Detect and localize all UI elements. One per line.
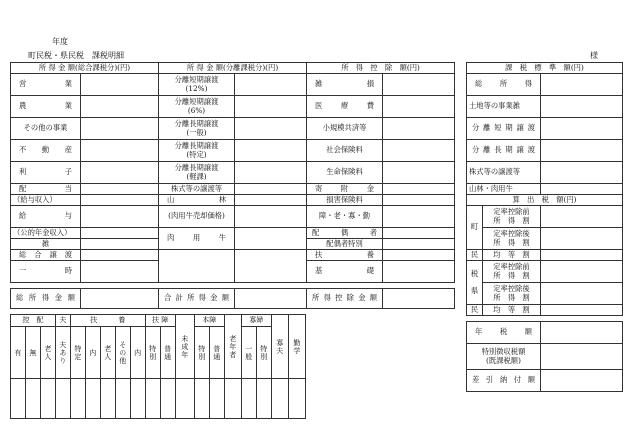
taxable-table — [466, 62, 623, 392]
fam-cell[interactable] — [256, 379, 271, 419]
deduction-label: 損害保険料 — [307, 195, 383, 206]
fam-header: 控 配 — [11, 315, 56, 327]
calc-label: 均 等 割 — [483, 250, 541, 261]
fam-header: 老年者 — [224, 315, 241, 379]
taxable-value[interactable] — [541, 96, 623, 118]
fam-cell[interactable] — [85, 379, 100, 419]
deduction-header: 所 得 控 除 額(円) — [307, 63, 455, 74]
income-label: 雑 — [11, 239, 81, 250]
deduction-label: 基 礎 — [307, 261, 383, 283]
fam-cell[interactable] — [160, 379, 175, 419]
fam-col: 特別 — [194, 327, 209, 379]
deduction-value[interactable] — [383, 118, 455, 140]
fam-col: 有 — [11, 327, 26, 379]
calc-value[interactable] — [541, 305, 623, 316]
form-subtitle: 町民税・県民税 課税明細 — [28, 51, 124, 60]
deduction-value[interactable] — [383, 96, 455, 118]
fam-cell[interactable] — [175, 379, 194, 419]
income-value[interactable] — [81, 96, 159, 118]
income-value[interactable] — [81, 184, 159, 195]
separate-value[interactable] — [235, 228, 307, 250]
taxable-label: 分離短期譲渡 — [467, 118, 541, 140]
deduction-label: 障・老・寡・勤 — [307, 206, 383, 228]
separate-value[interactable] — [235, 140, 307, 162]
income-value[interactable] — [81, 228, 159, 239]
income-label: 給 与 — [11, 206, 81, 228]
income-value[interactable] — [81, 206, 159, 228]
income-label: 総合譲渡 — [11, 250, 81, 261]
fam-col: 特別 — [145, 327, 160, 379]
separate-value[interactable] — [235, 96, 307, 118]
separate-label: 分離長期譲渡 (一般) — [159, 118, 235, 140]
fam-col: 老人 — [100, 327, 115, 379]
deduction-value[interactable] — [383, 206, 455, 228]
fam-header: 寡夫 — [271, 315, 288, 379]
separate-label: 分離短期譲渡 (6%) — [159, 96, 235, 118]
fam-header: 寡婦 — [241, 315, 271, 327]
honorific-label: 様 — [590, 51, 598, 60]
separate-value[interactable] — [235, 118, 307, 140]
fam-cell[interactable] — [224, 379, 241, 419]
fam-col: 一般 — [241, 327, 256, 379]
income-label: 配 当 — [11, 184, 81, 195]
taxable-value[interactable] — [541, 140, 623, 162]
income-value[interactable] — [81, 261, 159, 283]
fam-cell[interactable] — [145, 379, 160, 419]
fam-cell[interactable] — [209, 379, 224, 419]
prefecture-label: 税 県 — [467, 261, 483, 305]
annual-tax-label: 年 税 額 — [467, 322, 541, 344]
fiscal-year-label: 年度 — [52, 37, 68, 46]
fam-cell[interactable] — [40, 379, 55, 419]
deduction-value[interactable] — [383, 74, 455, 96]
taxable-label: 分離長期譲渡 — [467, 140, 541, 162]
fam-col: 内 — [130, 327, 145, 379]
separate-blank — [159, 250, 235, 283]
separate-label: 分離短期譲渡 (12%) — [159, 74, 235, 96]
income-value[interactable] — [81, 239, 159, 250]
calc-header: 算 出 税 額(円) — [467, 195, 623, 206]
fam-col: 内 — [85, 327, 100, 379]
fam-header: 未成年 — [175, 315, 194, 379]
calc-value[interactable] — [541, 283, 623, 305]
calc-label: 定率控除前 所 得 割 — [483, 261, 541, 283]
fam-cell[interactable] — [241, 379, 256, 419]
deduction-total-boxes[interactable] — [383, 289, 455, 309]
taxable-label: 総 所 得 — [467, 74, 541, 96]
income-value[interactable] — [81, 74, 159, 96]
fam-cell[interactable] — [271, 379, 288, 419]
fam-col: 特定 — [70, 327, 85, 379]
fam-cell[interactable] — [55, 379, 70, 419]
income-header: 所 得 金 額(総合課税分)(円) — [11, 63, 159, 74]
deduction-value[interactable] — [383, 140, 455, 162]
income-label: 不 動 産 — [11, 140, 81, 162]
fam-cell[interactable] — [194, 379, 209, 419]
separate-value[interactable] — [235, 162, 307, 184]
income-label: （給与収入） — [11, 195, 81, 206]
deduction-value[interactable] — [383, 162, 455, 184]
income-total-label: 総所得金額 — [11, 289, 81, 309]
separate-value[interactable] — [235, 250, 307, 283]
dependents-table — [10, 314, 306, 419]
taxable-value[interactable] — [541, 184, 623, 195]
balance-label: 差引納付額 — [467, 370, 541, 392]
fam-cell[interactable] — [100, 379, 115, 419]
income-value[interactable] — [81, 118, 159, 140]
deduction-value[interactable] — [383, 261, 455, 283]
fam-header: 扶 障 — [145, 315, 175, 327]
income-label: 一 時 — [11, 261, 81, 283]
separate-value[interactable] — [235, 206, 307, 228]
separate-total-label: 合計所得金額 — [159, 289, 235, 309]
annual-tax-boxes[interactable] — [541, 322, 623, 344]
income-value[interactable] — [81, 162, 159, 184]
special-collection-boxes[interactable] — [541, 344, 623, 370]
fam-col: その他 — [115, 327, 130, 379]
separate-value[interactable] — [235, 195, 307, 206]
separate-label: 肉 用 牛 — [159, 228, 235, 250]
deduction-value[interactable] — [383, 250, 455, 261]
deduction-label: 雑 損 — [307, 74, 383, 96]
deduction-label: 配偶者特別 — [307, 239, 383, 250]
deduction-value[interactable] — [383, 184, 455, 195]
calc-label: 定率控除後 所 得 割 — [483, 283, 541, 305]
taxable-value[interactable] — [541, 118, 623, 140]
deduction-label: 扶 養 — [307, 250, 383, 261]
income-label: 農 業 — [11, 96, 81, 118]
taxable-label: 山林・肉用牛 — [467, 184, 541, 195]
town-label: 町 — [467, 206, 483, 250]
calc-label: 定率控除前 所 得 割 — [483, 206, 541, 228]
fam-header: 扶 養 — [70, 315, 145, 327]
separate-value[interactable] — [235, 184, 307, 195]
special-collection-label: 特別徴収税額 (既課税額) — [467, 344, 541, 370]
separate-header: 所 得 金 額(分離課税分)(円) — [159, 63, 307, 74]
fam-cell[interactable] — [70, 379, 85, 419]
calc-label: 定率控除後 所 得 割 — [483, 228, 541, 250]
taxable-header: 課 税 標 準 額(円) — [467, 63, 623, 74]
fam-cell[interactable] — [11, 379, 26, 419]
separate-label: 山 林 — [159, 195, 235, 206]
fam-cell[interactable] — [288, 379, 305, 419]
deduction-label: 小規模共済等 — [307, 118, 383, 140]
income-label: 営 業 — [11, 74, 81, 96]
income-value[interactable] — [81, 195, 159, 206]
main-income-table — [10, 62, 455, 309]
fam-col: 夫あり — [55, 327, 70, 379]
resident-label: 民 — [467, 250, 483, 261]
deduction-label: 社会保険料 — [307, 140, 383, 162]
deduction-label: 配 偶 者 — [307, 228, 383, 239]
fam-cell[interactable] — [130, 379, 145, 419]
fam-col: 特別 — [256, 327, 271, 379]
income-label: その他の事業 — [11, 118, 81, 140]
taxable-label: 株式等の譲渡等 — [467, 162, 541, 184]
fam-col: 老人 — [40, 327, 55, 379]
fam-header: 夫 — [55, 315, 70, 327]
balance-boxes[interactable] — [541, 370, 623, 392]
calc-value[interactable] — [541, 250, 623, 261]
separate-label: 分離長期譲渡 (特定) — [159, 140, 235, 162]
resident-label: 民 — [467, 305, 483, 316]
fam-cell[interactable] — [25, 379, 40, 419]
taxable-value[interactable] — [541, 162, 623, 184]
fam-header: 勤学 — [288, 315, 305, 379]
income-value[interactable] — [81, 140, 159, 162]
deduction-label: 生命保険料 — [307, 162, 383, 184]
calc-value[interactable] — [541, 261, 623, 283]
calc-value[interactable] — [541, 206, 623, 228]
separate-total-boxes[interactable] — [235, 289, 307, 309]
calc-label: 均 等 割 — [483, 305, 541, 316]
separate-label: 株式等の譲渡等 — [159, 184, 235, 195]
separate-value[interactable] — [235, 74, 307, 96]
deduction-label: 医 療 費 — [307, 96, 383, 118]
taxable-label: 土地等の事業雑 — [467, 96, 541, 118]
taxable-value[interactable] — [541, 74, 623, 96]
deduction-value[interactable] — [383, 195, 455, 206]
fam-col: 普通 — [160, 327, 175, 379]
calc-value[interactable] — [541, 228, 623, 250]
fam-header: 本障 — [194, 315, 224, 327]
income-label: 利 子 — [11, 162, 81, 184]
fam-cell[interactable] — [115, 379, 130, 419]
income-value[interactable] — [81, 250, 159, 261]
fam-col: 普通 — [209, 327, 224, 379]
deduction-label: 寄 附 金 — [307, 184, 383, 195]
deduction-total-label: 所得控除金額 — [307, 289, 383, 309]
income-label: （公的年金収入） — [11, 228, 81, 239]
separate-label: (肉用牛売却価格) — [159, 206, 235, 228]
deduction-value[interactable] — [383, 228, 455, 239]
deduction-value[interactable] — [383, 239, 455, 250]
fam-col: 無 — [25, 327, 40, 379]
separate-label: 分離長期譲渡 (軽課) — [159, 162, 235, 184]
income-total-boxes[interactable] — [81, 289, 159, 309]
